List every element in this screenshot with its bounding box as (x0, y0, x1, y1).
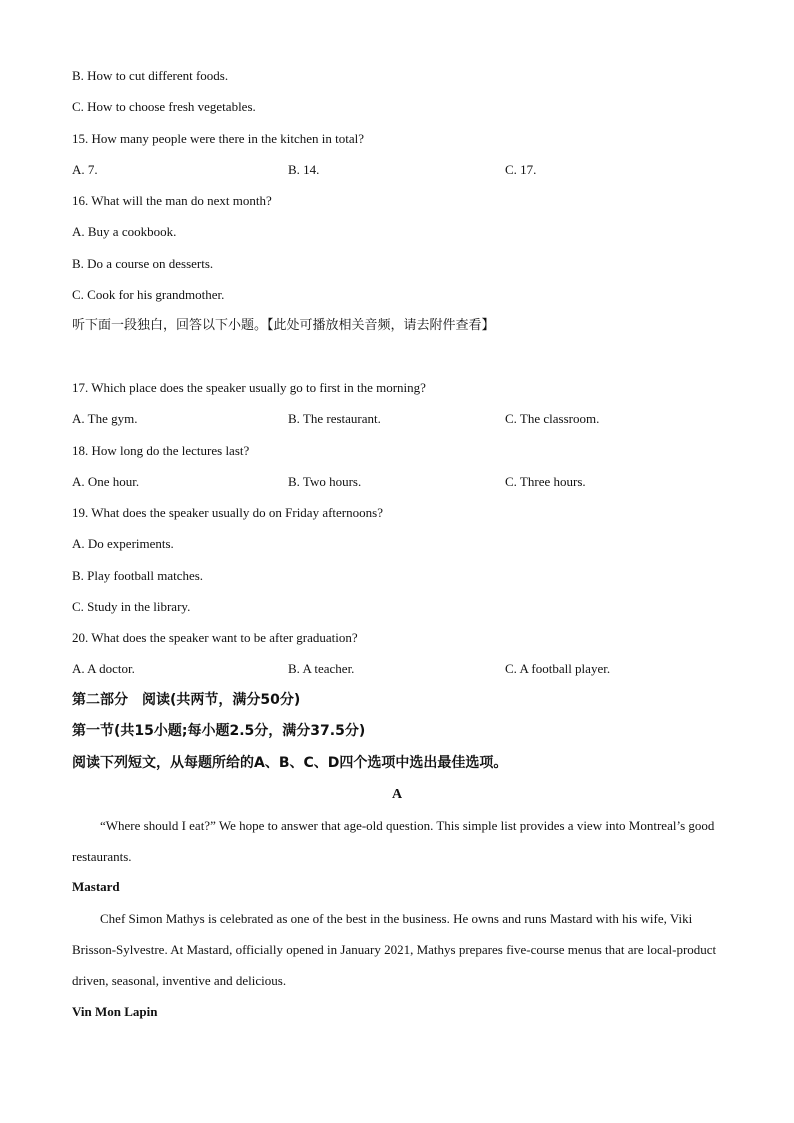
reading-instruction: 阅读下列短文，从每题所给的A、B、C、D四个选项中选出最佳选项。 (72, 755, 508, 771)
q14-option-c: C. How to choose fresh vegetables. (72, 99, 256, 114)
part-two-heading: 第二部分 阅读(共两节，满分50分) (72, 692, 301, 708)
question-20: 20. What does the speaker want to be after graduation? (72, 630, 358, 645)
q15-option-c: C. 17. (505, 162, 537, 177)
mastard-paragraph: Chef Simon Mathys is celebrated as one of the best in the business. He owns and runs Mastard with his wife, Viki Brisson-Sylvestre. At Mastard, officially opened in January 2021, Mathys prepares five-course menus that are local-product driven, seasonal, inventive and delicious. (72, 911, 717, 988)
q18-option-a: A. One hour. (72, 474, 140, 489)
passage-label: A (391, 787, 403, 802)
q19-option-b: B. Play football matches. (72, 568, 204, 583)
question-16: 16. What will the man do next month? (72, 193, 272, 208)
q18-option-b: B. Two hours. (288, 474, 362, 489)
q19-option-a: A. Do experiments. (72, 536, 174, 551)
section-one-heading: 第一节(共15小题;每小题2.5分，满分37.5分) (72, 723, 366, 739)
q20-option-a: A. A doctor. (72, 661, 135, 676)
q14-option-b: B. How to cut different foods. (72, 68, 229, 83)
q16-option-a: A. Buy a cookbook. (72, 224, 177, 239)
question-19: 19. What does the speaker usually do on Friday afternoons? (72, 505, 383, 520)
passage-intro: “Where should I eat?” We hope to answer that age-old question. This simple list provides a view into Montreal’s good restaurants. (72, 818, 715, 864)
q20-option-b: B. A teacher. (288, 661, 355, 676)
q16-option-c: C. Cook for his grandmother. (72, 287, 225, 302)
restaurant-heading-mastard: Mastard (72, 879, 120, 894)
question-15: 15. How many people were there in the kitchen in total? (72, 131, 365, 146)
q20-option-c: C. A football player. (505, 661, 611, 676)
q16-option-b: B. Do a course on desserts. (72, 256, 214, 271)
q17-option-a: A. The gym. (72, 411, 138, 426)
question-17: 17. Which place does the speaker usually go to first in the morning? (72, 380, 426, 395)
restaurant-heading-vin-mon-lapin: Vin Mon Lapin (72, 1004, 158, 1019)
q15-option-b: B. 14. (288, 162, 320, 177)
q15-option-a: A. 7. (72, 162, 98, 177)
q17-option-c: C. The classroom. (505, 411, 600, 426)
question-18: 18. How long do the lectures last? (72, 443, 250, 458)
q18-option-c: C. Three hours. (505, 474, 586, 489)
q19-option-c: C. Study in the library. (72, 599, 191, 614)
q17-option-b: B. The restaurant. (288, 411, 381, 426)
monologue-instruction: 听下面一段独白，回答以下小题。【此处可播放相关音频，请去附件查看】 (72, 318, 495, 333)
